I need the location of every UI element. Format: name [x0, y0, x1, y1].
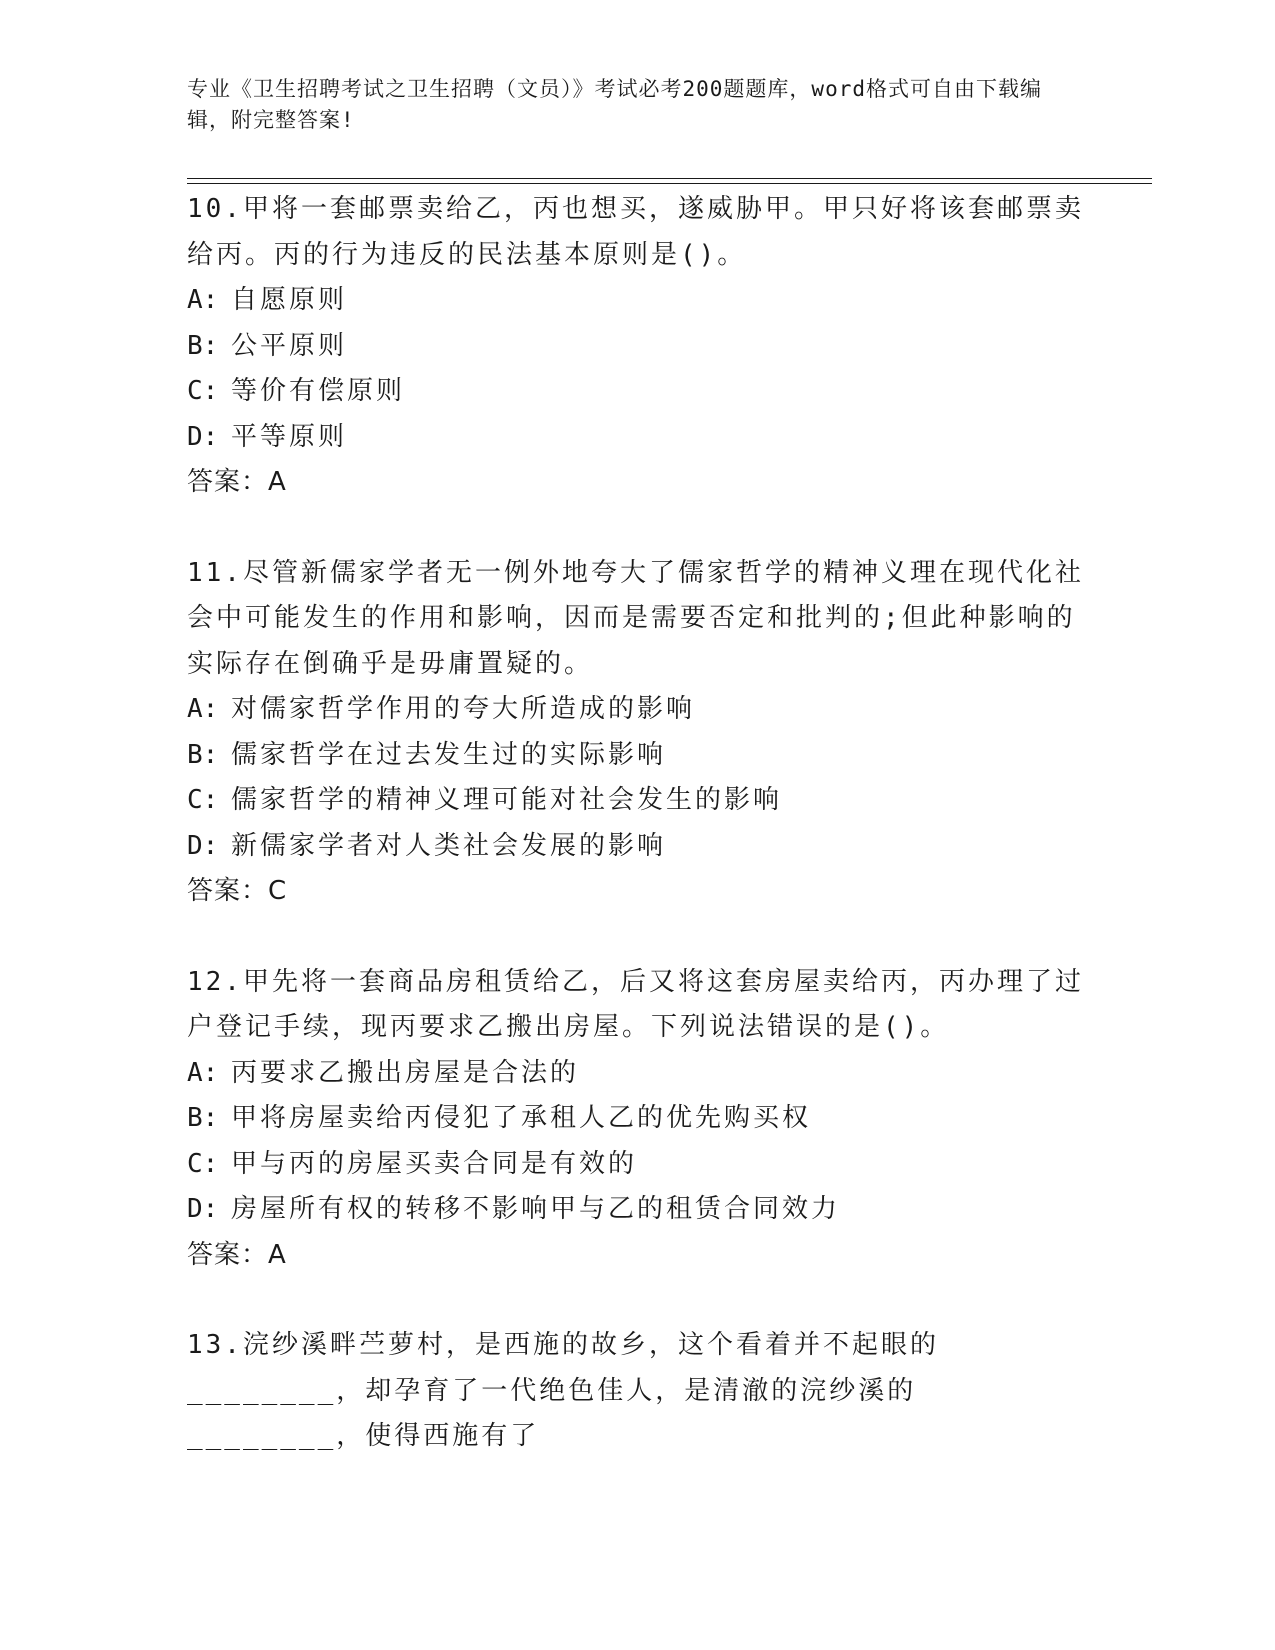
option-text: 平等原则: [231, 421, 348, 452]
option-c: [187, 778, 1087, 824]
option-letter: D:: [187, 421, 219, 452]
option-letter: B:: [187, 739, 219, 770]
question-11: [187, 551, 1087, 915]
option-text: 甲与丙的房屋买卖合同是有效的: [231, 1148, 638, 1179]
option-text: 甲将房屋卖给丙侵犯了承租人乙的优先购买权: [231, 1103, 812, 1133]
option-letter: C:: [187, 785, 219, 815]
question-stem: 13.浣纱溪畔苎萝村，是西施的故乡，这个看着并不起眼的________，却孕育了一代绝色佳人，是清澈的浣纱溪的________，使得西施有了: [187, 1330, 939, 1451]
option-letter: D:: [187, 830, 219, 861]
question-stem: 10.甲将一套邮票卖给乙，丙也想买，遂威胁甲。甲只好将该套邮票卖给丙。丙的行为违反的民法基本原则是()。: [187, 194, 1084, 270]
header-rule-top: [187, 178, 1152, 179]
option-letter: C:: [187, 1148, 219, 1179]
option-letter: A:: [187, 694, 219, 724]
question-stem: 11.尽管新儒家学者无一例外地夸大了儒家哲学的精神义理在现代化社会中可能发生的作用和影响，因而是需要否定和批判的;但此种影响的实际存在倒确乎是毋庸置疑的。: [187, 557, 1084, 679]
option-b: [187, 324, 1087, 370]
option-d: [187, 1187, 1087, 1233]
question-12: [187, 960, 1087, 1279]
option-text: 对儒家哲学作用的夸大所造成的影响: [231, 694, 696, 724]
option-letter: A:: [187, 1057, 219, 1088]
header-rule-bottom: [187, 183, 1152, 184]
option-text: 公平原则: [231, 330, 348, 361]
option-text: 儒家哲学的精神义理可能对社会发生的影响: [231, 785, 783, 815]
option-a: [187, 278, 1087, 324]
option-text: 新儒家学者对人类社会发展的影响: [231, 830, 667, 861]
question-list: [187, 187, 1087, 1460]
option-letter: C:: [187, 376, 219, 406]
option-c: [187, 1142, 1087, 1188]
question-10: [187, 187, 1087, 506]
option-text: 自愿原则: [231, 285, 348, 315]
option-letter: B:: [187, 330, 219, 361]
document-header: 专业《卫生招聘考试之卫生招聘（文员）》考试必考200题题库，word格式可自由下载编辑，附完整答案!: [187, 77, 1042, 132]
option-b: [187, 733, 1087, 779]
option-letter: B:: [187, 1103, 219, 1133]
question-13: [187, 1323, 1087, 1460]
answer-line: 答案：C: [187, 876, 288, 906]
option-d: [187, 824, 1087, 870]
option-letter: A:: [187, 285, 219, 315]
option-text: 儒家哲学在过去发生过的实际影响: [231, 739, 667, 770]
option-b: [187, 1096, 1087, 1142]
option-a: [187, 1051, 1087, 1097]
option-a: [187, 687, 1087, 733]
answer-line: 答案：A: [187, 1239, 287, 1270]
option-text: 丙要求乙搬出房屋是合法的: [231, 1057, 580, 1088]
option-d: [187, 415, 1087, 461]
option-text: 等价有偿原则: [231, 376, 406, 406]
answer-line: 答案：A: [187, 467, 287, 497]
option-letter: D:: [187, 1194, 219, 1224]
option-c: [187, 369, 1087, 415]
question-stem: 12.甲先将一套商品房租赁给乙，后又将这套房屋卖给丙，丙办理了过户登记手续，现丙要求乙搬出房屋。下列说法错误的是()。: [187, 966, 1084, 1042]
option-text: 房屋所有权的转移不影响甲与乙的租赁合同效力: [231, 1194, 841, 1224]
